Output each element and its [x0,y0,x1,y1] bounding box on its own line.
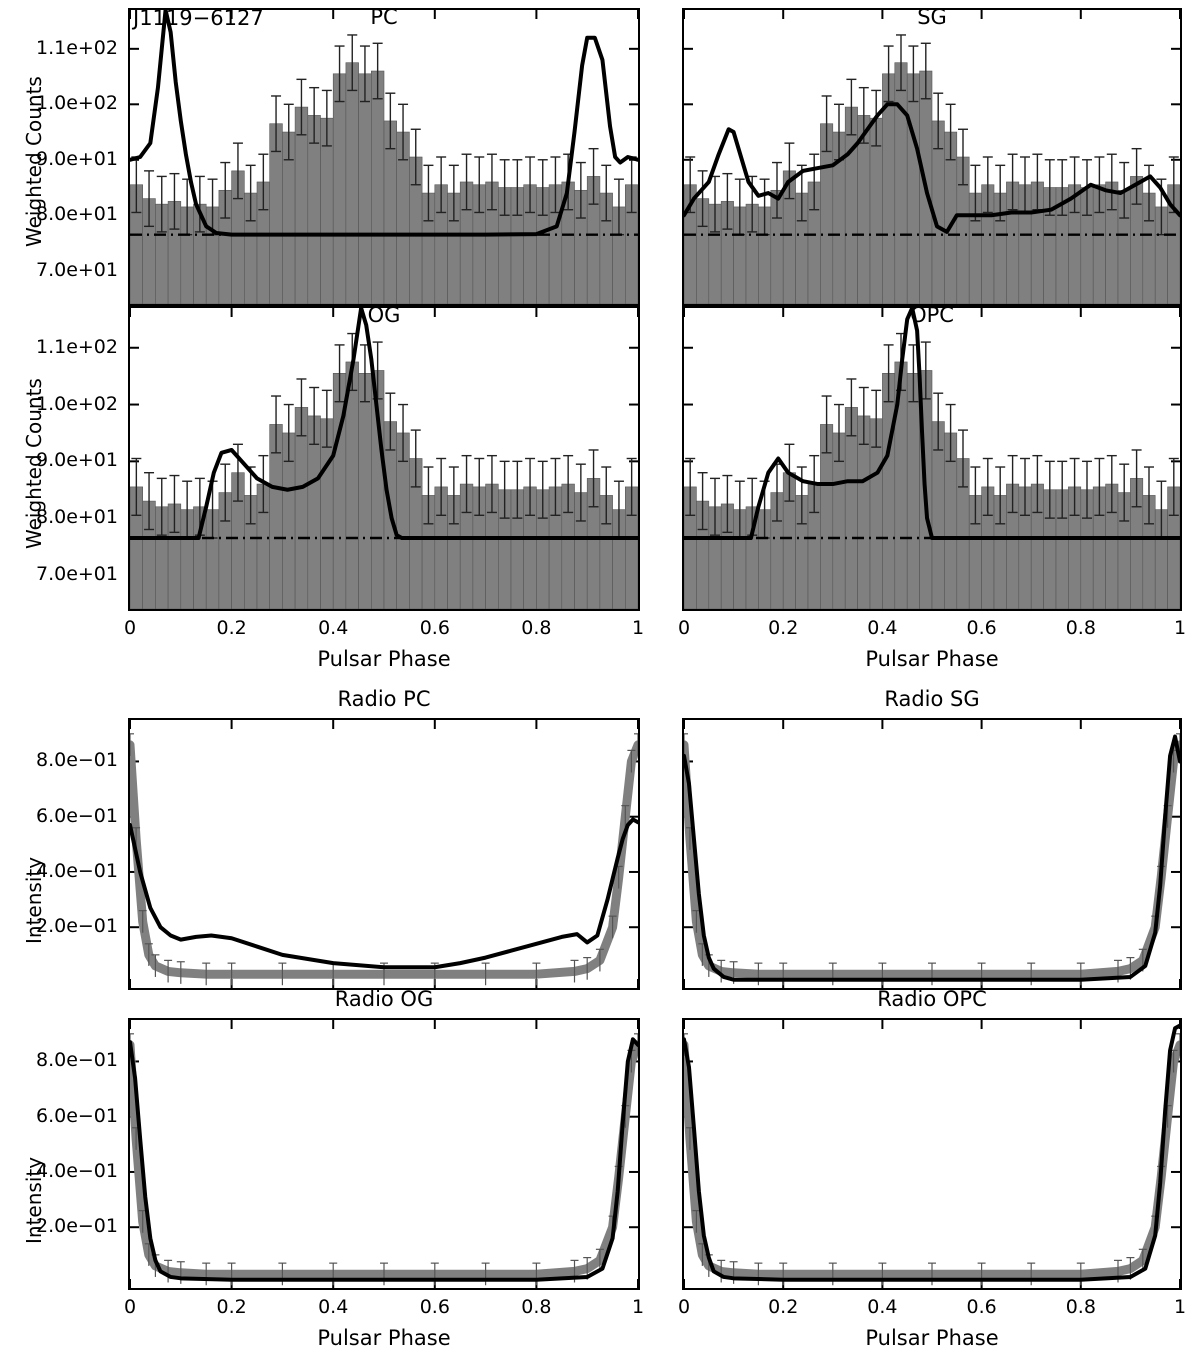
plot-panel-radio-pc [128,718,640,990]
ytick-label-6-1: 4.0e−01 [35,1159,118,1182]
xtick-label-7-1: 0.2 [768,1296,799,1318]
xaxis-label-3: Pulsar Phase [865,647,999,671]
xtick-label-7-2: 0.4 [867,1296,898,1318]
plot-panel-sg [682,8,1182,306]
xtick-label-6-1: 0.2 [216,1296,247,1318]
ytick-label-2-4: 1.1e+02 [35,335,118,358]
xtick-label-3-2: 0.4 [867,617,898,639]
panel-title-1: SG [917,5,947,29]
ytick-label-0-0: 7.0e+01 [35,258,118,281]
xtick-label-6-5: 1 [631,1296,645,1318]
yaxis-label-6: Intensity [22,1156,46,1244]
plot-panel-pc [128,8,640,306]
ytick-label-6-0: 2.0e−01 [35,1215,118,1238]
xtick-label-3-0: 0 [677,617,691,639]
xtick-label-7-3: 0.6 [966,1296,997,1318]
xtick-label-7-4: 0.8 [1065,1296,1096,1318]
plot-panel-radio-og [128,1018,640,1290]
ytick-label-0-4: 1.1e+02 [35,36,118,59]
panel-title-2: OG [367,303,401,327]
xtick-label-2-3: 0.6 [419,617,450,639]
ytick-label-0-2: 9.0e+01 [35,147,118,170]
xtick-label-6-3: 0.6 [419,1296,450,1318]
xtick-label-3-3: 0.6 [966,617,997,639]
xtick-label-6-2: 0.4 [318,1296,349,1318]
ytick-label-4-0: 2.0e−01 [35,915,118,938]
xtick-label-2-0: 0 [123,617,137,639]
xtick-label-3-4: 0.8 [1065,617,1096,639]
panel-title-5: Radio SG [884,687,980,711]
xtick-label-7-5: 1 [1173,1296,1187,1318]
xtick-label-2-5: 1 [631,617,645,639]
ytick-label-4-1: 4.0e−01 [35,859,118,882]
ytick-label-6-2: 6.0e−01 [35,1104,118,1127]
ytick-label-4-3: 8.0e−01 [35,749,118,772]
yaxis-label-0: Weighted Counts [22,76,46,247]
plot-panel-radio-sg [682,718,1182,990]
ytick-label-2-1: 8.0e+01 [35,506,118,529]
xaxis-label-6: Pulsar Phase [317,1326,451,1350]
xtick-label-2-2: 0.4 [318,617,349,639]
ytick-label-0-1: 8.0e+01 [35,203,118,226]
xtick-label-3-5: 1 [1173,617,1187,639]
xtick-label-6-0: 0 [123,1296,137,1318]
xtick-label-6-4: 0.8 [521,1296,552,1318]
yaxis-label-4: Intensity [22,856,46,944]
xtick-label-2-1: 0.2 [216,617,247,639]
yaxis-label-2: Weighted Counts [22,377,46,549]
source-label: J1119−6127 [133,6,264,30]
xtick-label-3-1: 0.2 [768,617,799,639]
xtick-label-7-0: 0 [677,1296,691,1318]
xaxis-label-2: Pulsar Phase [317,647,451,671]
ytick-label-4-2: 6.0e−01 [35,804,118,827]
panel-title-3: OPC [910,303,954,327]
plot-panel-radio-opc [682,1018,1182,1290]
ytick-label-2-0: 7.0e+01 [35,562,118,585]
plot-panel-og [128,306,640,611]
xaxis-label-7: Pulsar Phase [865,1326,999,1350]
plot-panel-opc [682,306,1182,611]
ytick-label-0-3: 1.0e+02 [35,92,118,115]
ytick-label-2-2: 9.0e+01 [35,449,118,472]
panel-title-6: Radio OG [334,987,434,1011]
ytick-label-6-3: 8.0e−01 [35,1049,118,1072]
panel-title-0: PC [370,5,398,29]
xtick-label-2-4: 0.8 [521,617,552,639]
ytick-label-2-3: 1.0e+02 [35,392,118,415]
panel-title-4: Radio PC [337,687,431,711]
panel-title-7: Radio OPC [877,987,987,1011]
